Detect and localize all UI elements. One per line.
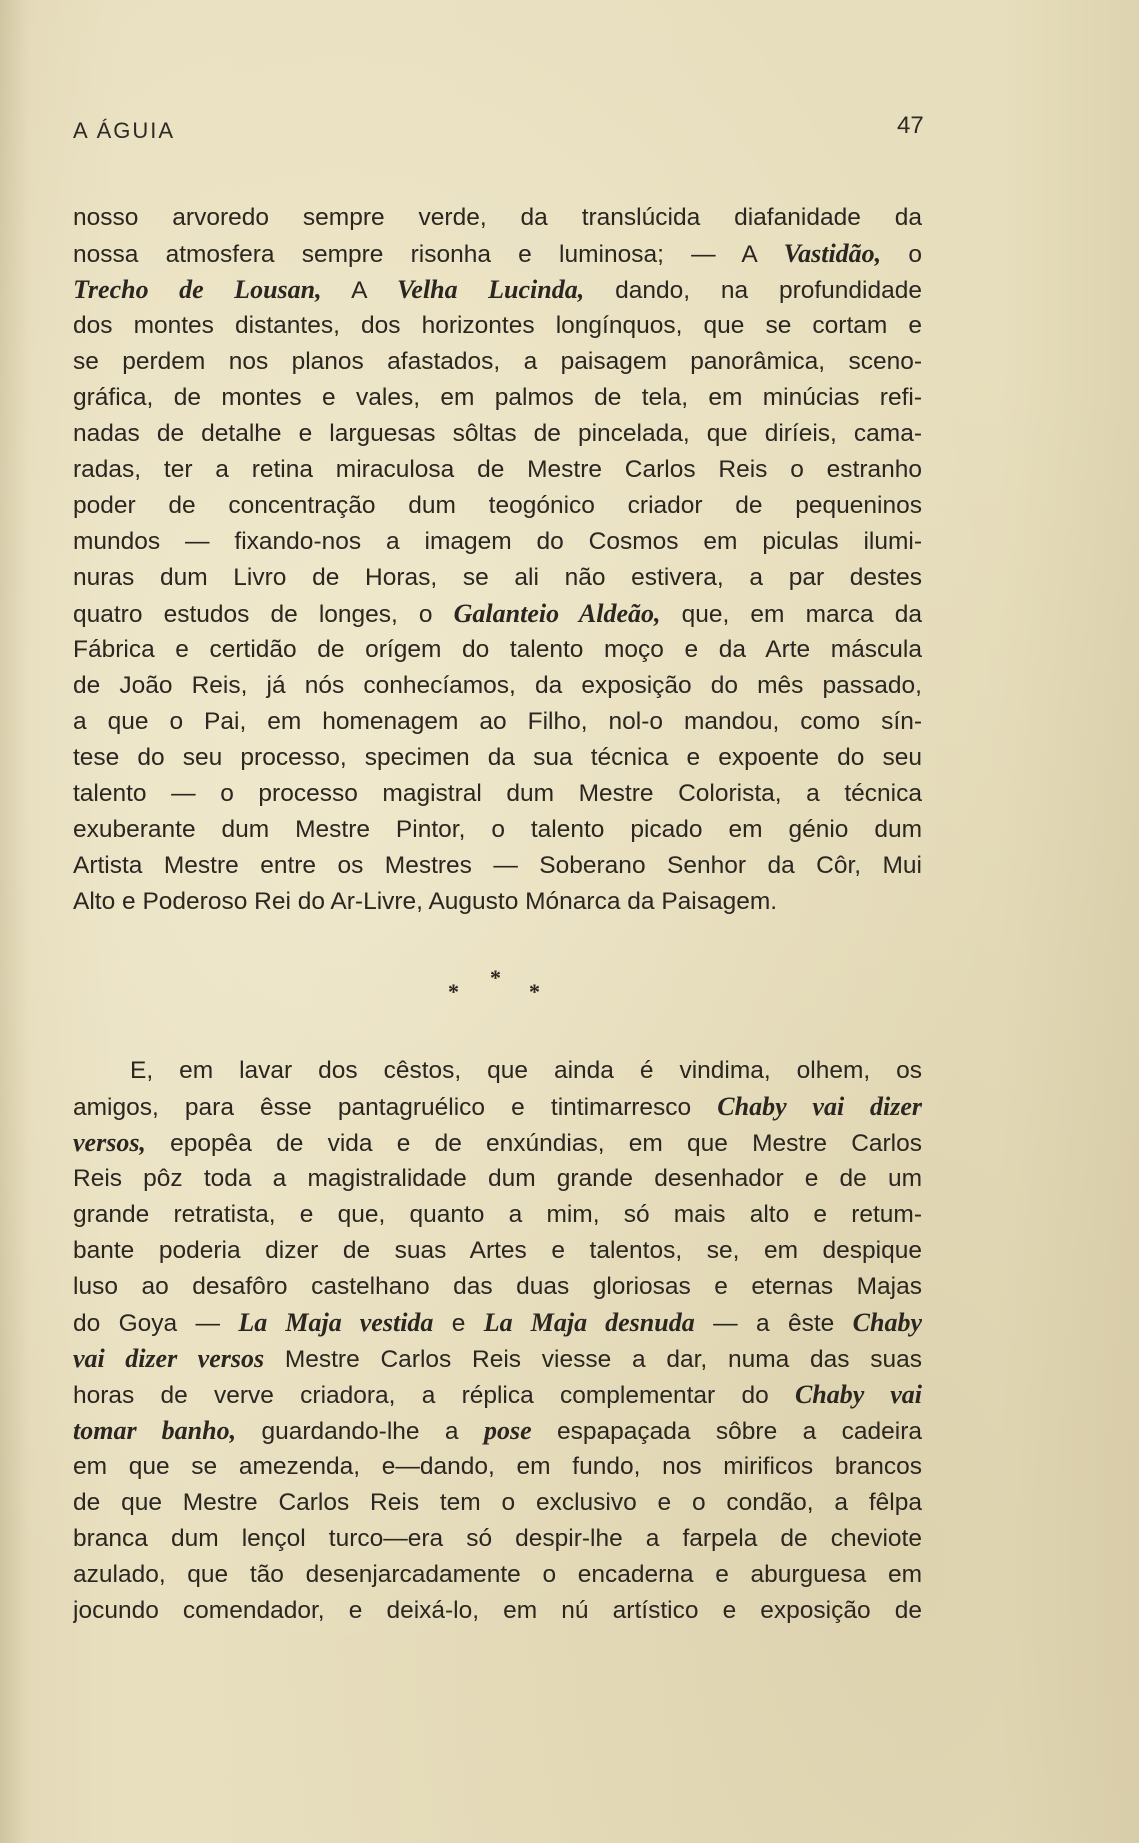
text-run: Fábrica e certidão de orígem do talento moço e da Arte máscula — [73, 636, 922, 663]
asterism-star: * — [529, 979, 540, 1004]
italic-title: Vastidão, — [783, 239, 882, 268]
text-line — [73, 452, 922, 488]
asterism-star: * — [490, 965, 501, 990]
italic-title: Chaby vai dizer — [717, 1092, 922, 1121]
text-run: poder de concentração dum teogónico criador de pequeninos — [73, 492, 922, 519]
text-run: nossa atmosfera sempre risonha e luminosa; — A — [73, 241, 784, 268]
text-run: radas, ter a retina miraculosa de Mestre Carlos Reis o estranho — [73, 456, 922, 483]
italic-title: Galanteio Aldeão, — [453, 599, 661, 628]
text-run: e — [433, 1310, 484, 1337]
text-run: quatro estudos de longes, o — [73, 601, 454, 628]
text-run: Reis pôz toda a magistralidade dum grande desenhador e de um — [73, 1165, 922, 1192]
text-line — [73, 488, 922, 524]
text-run: do Goya — — [73, 1310, 239, 1337]
paragraph-1 — [73, 200, 922, 920]
text-line — [73, 1161, 922, 1197]
text-line — [73, 740, 922, 776]
italic-title: Velha Lucinda, — [396, 275, 585, 304]
text-line — [73, 1413, 922, 1449]
text-run: E, em lavar dos cêstos, que ainda é vindima, olhem, os — [130, 1057, 922, 1084]
running-title: A ÁGUIA — [73, 118, 176, 143]
text-line — [73, 200, 922, 236]
text-line — [73, 1377, 922, 1413]
text-line — [73, 596, 922, 632]
text-run: em que se amezenda, e—dando, em fundo, nos mirificos brancos — [73, 1453, 922, 1480]
text-line — [73, 1449, 922, 1485]
text-line — [73, 632, 922, 668]
text-run: bante poderia dizer de suas Artes e talentos, se, em despique — [73, 1237, 922, 1264]
text-line — [73, 1557, 922, 1593]
italic-title: La Maja desnuda — [483, 1308, 695, 1337]
text-run: amigos, para êsse pantagruélico e tintimarresco — [73, 1094, 718, 1121]
text-run: Mestre Carlos Reis viesse a dar, numa das suas — [264, 1346, 922, 1373]
text-run: Artista Mestre entre os Mestres — Soberano Senhor da Côr, Mui — [73, 852, 922, 879]
text-line — [73, 848, 922, 884]
text-run: guardando-lhe a — [236, 1418, 484, 1445]
asterism-star: * — [448, 979, 459, 1004]
text-run: jocundo comendador, e deixá-lo, em nú artístico e exposição de — [73, 1597, 922, 1624]
text-run: epopêa de vida e de enxúndias, em que Mestre Carlos — [145, 1130, 922, 1157]
text-run: nadas de detalhe e larguesas sôltas de pincelada, que diríeis, cama- — [73, 420, 922, 447]
text-run: tese do seu processo, specimen da sua técnica e expoente do seu — [73, 744, 922, 771]
text-line — [73, 1521, 922, 1557]
text-line — [73, 704, 922, 740]
text-line — [73, 1593, 922, 1629]
text-line — [73, 884, 922, 920]
text-run: mundos — fixando-nos a imagem do Cosmos em piculas ilumi- — [73, 528, 922, 555]
text-run: de João Reis, já nós conhecíamos, da exposição do mês passado, — [73, 672, 922, 699]
text-line — [73, 668, 922, 704]
text-line — [73, 776, 922, 812]
text-line — [73, 1089, 922, 1125]
text-run: azulado, que tão desenjarcadamente o encaderna e aburguesa em — [73, 1561, 922, 1588]
text-run: talento — o processo magistral dum Mestre Colorista, a técnica — [73, 780, 922, 807]
text-run: Alto e Poderoso Rei do Ar-Livre, Augusto Mónarca da Paisagem. — [73, 888, 778, 915]
text-run: branca dum lençol turco—era só despir-lhe a farpela de cheviote — [73, 1525, 922, 1552]
text-line — [73, 1305, 922, 1341]
text-line — [73, 560, 922, 596]
asterism-separator — [420, 965, 580, 1005]
paragraph-2 — [73, 1053, 922, 1629]
text-line — [73, 344, 922, 380]
text-line — [73, 524, 922, 560]
text-run: dando, na profundidade — [584, 277, 922, 304]
text-line — [73, 1053, 922, 1089]
text-run: horas de verve criadora, a réplica complementar do — [73, 1382, 795, 1409]
text-run: de que Mestre Carlos Reis tem o exclusivo e o condão, a fêlpa — [73, 1489, 922, 1516]
text-line — [73, 236, 922, 272]
text-run: nosso arvoredo sempre verde, da translúcida diafanidade da — [73, 204, 922, 231]
italic-title: Chaby — [852, 1308, 922, 1337]
text-run: dos montes distantes, dos horizontes longínquos, que se cortam e — [73, 312, 922, 339]
italic-title: versos, — [73, 1128, 146, 1157]
text-run: espapaçada sôbre a cadeira — [531, 1418, 922, 1445]
text-line — [73, 812, 922, 848]
text-run: — a êste — [694, 1310, 853, 1337]
text-run: o — [881, 241, 922, 268]
text-run: grande retratista, e que, quanto a mim, só mais alto e retum- — [73, 1201, 922, 1228]
text-line — [73, 380, 922, 416]
text-run: que, em marca da — [660, 601, 922, 628]
text-line — [73, 308, 922, 344]
text-run: luso ao desafôro castelhano das duas gloriosas e eternas Majas — [73, 1273, 922, 1300]
text-run: se perdem nos planos afastados, a paisagem panorâmica, sceno- — [73, 348, 922, 375]
italic-title: tomar banho, — [73, 1416, 237, 1445]
text-run: nuras dum Livro de Horas, se ali não estivera, a par destes — [73, 564, 922, 591]
text-line — [73, 1125, 922, 1161]
text-line — [73, 1485, 922, 1521]
text-line — [73, 272, 922, 308]
text-line — [73, 1197, 922, 1233]
text-line — [73, 1269, 922, 1305]
text-run: gráfica, de montes e vales, em palmos de tela, em minúcias refi- — [73, 384, 922, 411]
italic-title: pose — [483, 1416, 532, 1445]
text-line — [73, 1341, 922, 1377]
italic-title: Trecho de Lousan, — [73, 275, 322, 304]
italic-title: vai dizer versos — [73, 1344, 265, 1373]
italic-title: La Maja vestida — [238, 1308, 434, 1337]
italic-title: Chaby vai — [794, 1380, 922, 1409]
page-number: 47 — [897, 112, 924, 139]
text-run: exuberante dum Mestre Pintor, o talento picado em génio dum — [73, 816, 922, 843]
text-run: a que o Pai, em homenagem ao Filho, nol-o mandou, como sín- — [73, 708, 922, 735]
text-run: A — [321, 277, 397, 304]
text-line — [73, 416, 922, 452]
text-line — [73, 1233, 922, 1269]
